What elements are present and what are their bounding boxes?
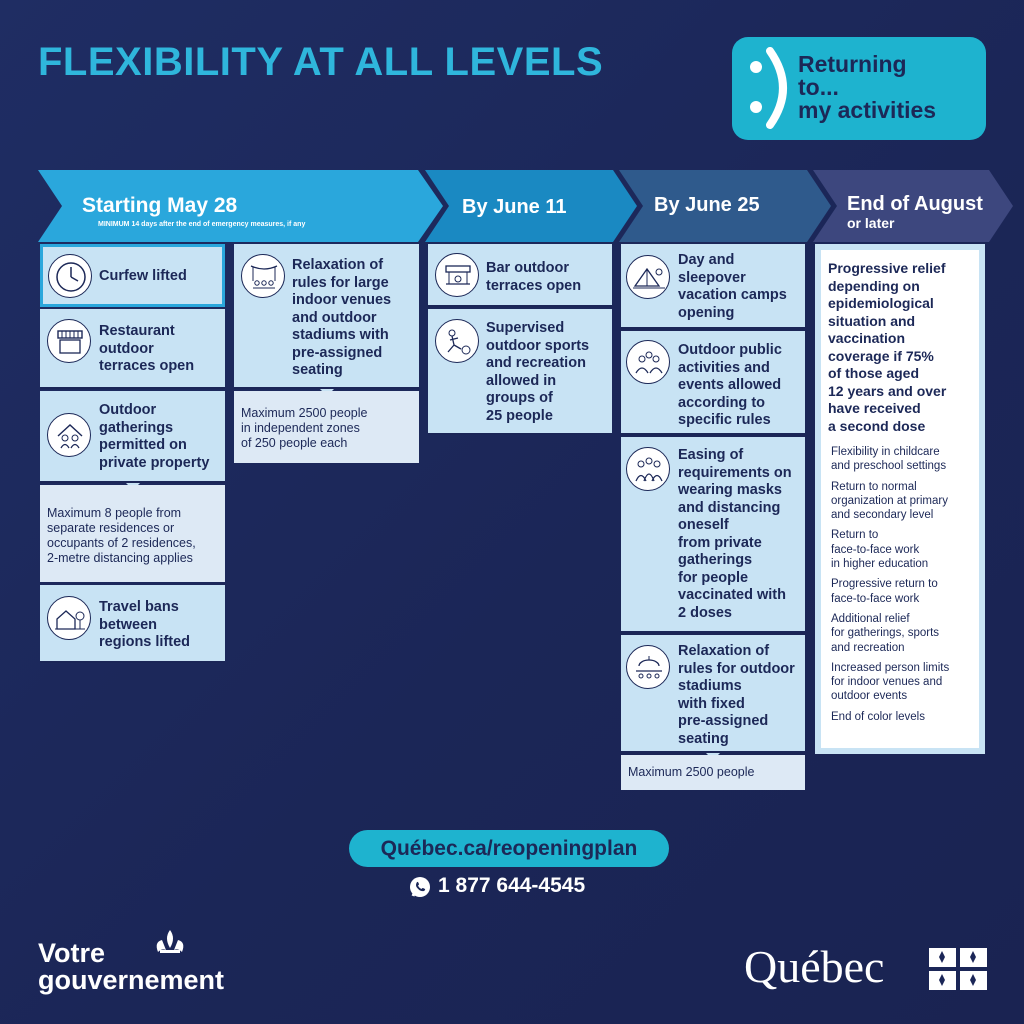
card-stadiums [621,635,805,753]
card-restaurant [40,309,225,389]
card-camps [621,244,805,329]
list-item: Additional relief for gatherings, sports and recreation [831,612,940,654]
card-text: Relaxation of rules for outdoor stadiums with fixed pre-assigned seating [678,643,795,747]
list-item: Progressive return to face-to-face work [831,578,938,605]
card-text: Restaurant outdoor terraces open [99,323,195,374]
clock-icon [48,254,92,298]
phase-sublabel: MINIMUM 14 days after the end of emergency measures, if any [98,221,306,228]
card-text: Travel bans between regions lifted [99,599,191,650]
card-bar [428,244,612,307]
end-august-panel [821,250,979,748]
phase-sublabel: or later [847,215,895,231]
note-stadiums [621,755,805,790]
phone-number[interactable]: 1 877 644-4545 [438,874,586,897]
card-text: Bar outdoor terraces open [486,260,582,294]
votre-gouvernement-logo: Votre gouvernement [38,938,225,995]
phase-label: Starting May 28 [82,194,238,217]
list-item: End of color levels [831,710,925,723]
list-item: Flexibility in childcare and preschool settings [831,446,947,473]
phase-label: End of August [847,193,983,215]
phase-arrow-june-11 [425,170,637,242]
sports-icon [435,319,479,363]
event-icon [626,340,670,384]
storefront-icon [47,319,91,363]
phase-arrow-end-august [813,170,1013,242]
card-curfew [40,244,225,307]
card-venues [234,244,419,389]
card-gatherings [40,391,225,483]
list-item: Return to face-to-face work in higher education [831,529,929,571]
smiley-icon [744,45,794,131]
card-text: Curfew lifted [99,268,187,284]
card-sports [428,309,612,435]
badge-text: Returning to... my activities [798,51,937,123]
phase-label: By June 11 [462,196,567,218]
quebec-flag-icon [929,948,987,990]
end-august-heading: Progressive relief depending on epidemiological situation and vaccination coverage if 75% of those aged 12 years and over have received a second dose [828,260,947,434]
house-tree-icon [47,596,91,640]
note-gatherings [40,485,225,582]
note-venues [234,391,419,463]
reopening-plan-link[interactable]: Québec.ca/reopeningplan [349,830,669,867]
list-item: Increased person limits for indoor venues and outdoor events [831,661,950,703]
card-end-august [815,244,985,754]
card-events [621,331,805,435]
phase-label: By June 25 [654,194,760,216]
family-house-icon [47,413,91,457]
card-text: Easing of requirements on wearing masks and distancing oneself from private gatherings for people vaccinated with 2 doses [678,447,792,621]
card-text: Outdoor gatherings permitted on private property [99,402,210,471]
card-travel [40,585,225,663]
group-icon [626,447,670,491]
card-text: Outdoor public activities and events allowed according to specific rules [678,342,782,428]
note-text: Maximum 2500 people [628,765,755,779]
quebec-logo-wordmark: Québec [744,941,885,992]
phase-arrow-june-25 [619,170,831,242]
card-text: Supervised outdoor sports and recreation allowed in groups of 25 people [486,320,590,424]
end-august-list [831,445,949,724]
note-text: Maximum 8 people from separate residences or occupants of 2 residences, 2-metre distancing applies [47,506,196,565]
returning-badge [732,37,986,140]
card-masks [621,437,805,633]
theatre-icon [241,254,285,298]
card-text: Relaxation of rules for large indoor venues and outdoor stadiums with pre-assigned seating [292,257,392,378]
phase-arrow-may-28 [38,170,443,242]
stadium-icon [626,645,670,689]
whatsapp-phone-icon [408,875,432,899]
fleur-de-lis-icon [148,928,192,962]
card-text: Day and sleepover vacation camps opening [678,252,787,321]
list-item: Return to normal organization at primary and secondary level [831,480,948,522]
bar-icon [435,253,479,297]
camp-icon [626,255,670,299]
note-text: Maximum 2500 people in independent zones of 250 people each [241,406,368,450]
page-title: FLEXIBILITY AT ALL LEVELS [38,40,604,84]
